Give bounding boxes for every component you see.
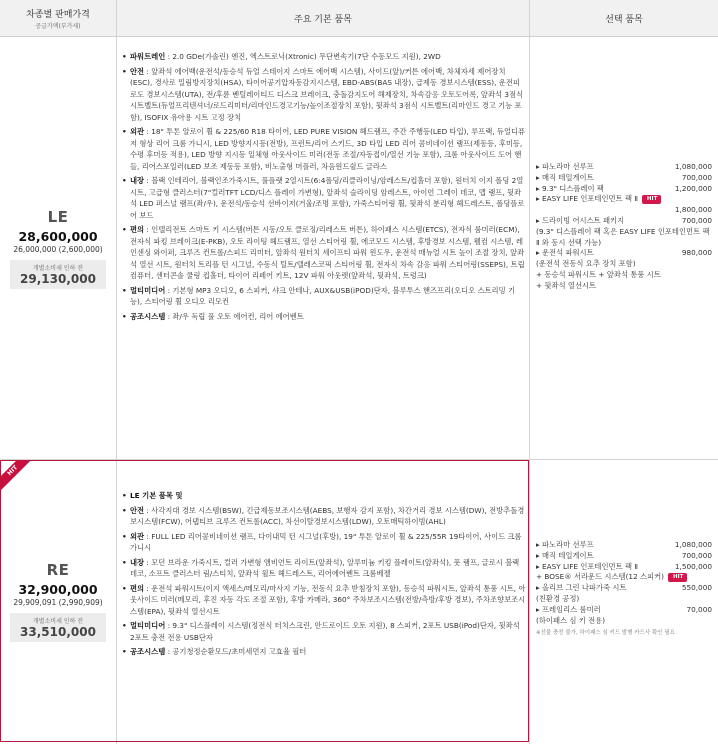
- option-name: (9.3" 디스플레이 팩 혹은 EASY LIFE 인포테인먼트 팩 Ⅱ 와 동시 선택 가능): [536, 226, 710, 247]
- option-price: 700,000: [681, 550, 712, 560]
- option-item: [536, 205, 712, 216]
- feature-text: : 인텔리전트 스마트 키 시스템(버튼 시동/오토 클로징/리레스트 버튼), 하이패스 시스템(ETCS), 전자식 룸미러(ECM), 전자식 파킹 브레이크(E-PKB), 오토 라이팅 헤드램프, 열선 스티어링 휠, 에코모드 시스템, 후방경보 시스템, 웰컴 시스템, 레인센싱 와이퍼, 크루즈 컨트롤/스피드 리미터, 앞좌석 원터치 세이프티 파워 윈도우, 운전석 매뉴얼 시트 높이 조절 장치, 앞좌석 열선 시트, 원터치 트리플 턴 시그널, 수동식 틸트/텔레스코픽 스티어링 휠, 전자식 차속 감응 파워 스티어링(SSEPS), 트립 컴퓨터, 센터콘솔 쿨링 컵홀더, 타이어 리페어 키트, 12V 파워 아웃렛(앞좌석, 뒷좌석, 트렁크): [130, 225, 525, 280]
- trim-price: 28,600,000: [18, 228, 98, 244]
- option-note: ※선불 충전 불가, 하이패스 심 키드 발행 카드사 확인 필요: [536, 630, 675, 637]
- option-price: 1,800,000: [674, 205, 712, 215]
- feature-item: [122, 505, 526, 528]
- feature-category: 공조시스템: [130, 647, 166, 656]
- hit-badge: HIT: [668, 573, 687, 582]
- feature-text: : 운전석 파워시트(이지 액세스/메모리/마사지 기능, 전동식 요추 받침장치 포함), 동승석 파워시트, 앞좌석 통풍 시트, 아웃사이드 미러(메모리, 후진 자동 각도 조절 포함), 후방 카메라, 360° 주차보조시스템(전방/측방/후방 경보), 주차조향보조시스템(EPA), 뒷좌석 열선시트: [130, 583, 526, 616]
- option-item: [536, 184, 712, 195]
- option-name: + 뒷좌석 열선시트: [536, 280, 597, 290]
- option-item: [536, 540, 712, 551]
- header-basic-title: 주요 기본 품목: [294, 14, 352, 25]
- feature-item: [122, 646, 526, 658]
- option-name: (하이패스 심 키 전용): [536, 615, 606, 625]
- option-name: + BOSE® 서라운드 시스템(12 스피커) HIT: [536, 572, 712, 583]
- header-option-title: 선택 품목: [605, 14, 643, 25]
- feature-item: [122, 175, 526, 221]
- option-name: + 동승석 파워시트 + 앞좌석 통풍 시트: [536, 269, 661, 279]
- option-name: ▸ 매직 테일게이트: [536, 172, 594, 182]
- feature-item: [122, 224, 526, 282]
- feature-category: 안전: [130, 505, 145, 515]
- option-price: 700,000: [681, 172, 712, 182]
- option-name: (운전석 전동식 요추 장치 포함): [536, 259, 636, 269]
- consumer-tax-price: 33,510,000: [20, 625, 96, 639]
- header-price-sub: 공급가액(부가세): [35, 22, 81, 30]
- divider: [529, 0, 530, 744]
- option-item: [536, 173, 712, 184]
- option-name: ▸ 파노라마 선루프: [536, 540, 594, 549]
- option-name: ▸ 파노라마 선루프: [536, 162, 594, 171]
- option-price: 700,000: [681, 215, 712, 225]
- feature-item: [122, 583, 526, 618]
- option-item: [536, 562, 712, 573]
- feature-text: : 블랙 인테리어, 블랙인조가죽시트, 풀플랫 2열시트(6:4폴딩/리클라이닝/암레스트/컵홀더 포함), 원터치 이지 폴딩 2열 시트, 고급형 클러스터(7"컬러TFT LCD/디스 플레이 가변형), 앞좌석 슬라이딩 암레스트, 아이언 그레이 데코, 맵 램프, 뒷좌석 LED 퍼스널 램프(좌/우), 운전석/동승석 선바이저(거울/조명 포함), 가죽스티어링 휠, 뒷좌석 분리형 헤드레스트, 폴딩플로어 보드: [130, 176, 525, 220]
- hit-ribbon-label: HIT: [0, 460, 30, 490]
- re-basic-features: [122, 490, 526, 661]
- feature-item: [122, 126, 526, 172]
- trim-supply-price: 26,000,000 (2,600,000): [13, 244, 103, 254]
- header-price-title: 차종별 판매가격: [26, 9, 90, 20]
- feature-text: : FULL LED 리어콤비네이션 램프, 다이내믹 턴 시그널(후방), 19" 투톤 알로이 휠 & 225/55R 19타이어, 사이드 크롬 가니시: [130, 531, 522, 552]
- option-price: 70,000: [686, 604, 712, 614]
- option-price: 1,080,000: [674, 162, 712, 171]
- re-price-cell: [0, 461, 116, 742]
- feature-item: [122, 490, 526, 502]
- trim-name: RE: [46, 561, 70, 579]
- consumer-tax-price: 29,130,000: [20, 271, 96, 286]
- option-item: [536, 572, 712, 583]
- option-name: (친환경 공정): [536, 593, 580, 603]
- option-item: [536, 583, 712, 594]
- feature-item: [122, 51, 526, 63]
- feature-item: [122, 531, 526, 554]
- feature-category: 외관: [130, 127, 145, 136]
- option-name: ▸ 드라이빙 어시스트 패키지: [536, 215, 625, 225]
- feature-text: : 기본형 MP3 오디오, 6 스피커, 샤크 안테나, AUX&USB(iPOD)단자, 블루투스 핸즈프리(오디오 스트리밍 기능), 스티어링 휠 오디오 리모컨: [130, 285, 516, 306]
- option-price: 550,000: [681, 583, 712, 593]
- option-name: ▸ 운전석 파워시트: [536, 248, 594, 258]
- hit-badge: HIT: [642, 195, 661, 204]
- feature-item: [122, 285, 526, 308]
- option-item: [536, 227, 712, 249]
- feature-category: 멀티미디어: [130, 285, 166, 295]
- feature-item: [122, 620, 526, 643]
- option-item: [536, 194, 712, 205]
- option-item: [536, 270, 712, 281]
- option-name: ▸ 매직 테일게이트: [536, 550, 594, 560]
- option-name: ▸ 올리브 그린 나파가죽 시트: [536, 583, 627, 593]
- trim-price: 32,900,000: [18, 582, 98, 597]
- option-price: 1,200,000: [674, 183, 712, 193]
- option-item: [536, 594, 712, 605]
- feature-item: [122, 66, 526, 124]
- feature-category: 공조시스템: [130, 311, 166, 321]
- feature-category: 내장: [130, 176, 145, 185]
- feature-text: : 2.0 GDe(가솔린) 엔진, 엑스트로닉(Xtronic) 무단변속기(7단 수동모드 지원), 2WD: [165, 52, 441, 61]
- feature-category: 편의: [130, 583, 145, 593]
- option-item: [536, 259, 712, 270]
- feature-category: 파워트레인: [130, 52, 166, 61]
- feature-category: 편의: [130, 225, 145, 234]
- option-name: ▸ EASY LIFE 인포테인먼트 팩 Ⅱ HIT: [536, 194, 712, 205]
- feature-item: [122, 557, 526, 580]
- le-basic-features: [122, 51, 526, 325]
- feature-text: : 앞좌석 에어백(운전석/동승석 듀얼 스테이지 스마트 에어백 시스템), 사이드(앞)/커튼 에어백, 차체자세 제어장치(ESC), 경사로 밀림방지장치(HSA), 타이어공기압자동감지시스템, EBD-ABS(BAS 내장), 급제동 경보시스템(ESS), 운전피로도 경보시스템(UTA), 전/후륜 벤틸레이티드 디스크 브레이크, 충돌감지도어 해제장치, 차속감응 오토도어록, 앞좌석 3점식 시트벨트(듀얼프리텐셔너/로드리미터/리마인드경고기능/높이조절장치 포함), 뒷좌석 3점식 시트벨트(리마인드 경고 기능 포함), ISOFIX 유아용 시트 고정 장치: [130, 66, 524, 122]
- header-basic: [117, 0, 529, 37]
- consumer-tax-label: 개별소비세 인하 전: [32, 618, 84, 625]
- consumer-tax-label: 개별소비세 인하 전: [32, 264, 84, 272]
- header-price: [0, 0, 116, 37]
- feature-text: : 18" 투톤 알로이 휠 & 225/60 R18 타이어, LED PURE VISION 헤드램프, 주간 주행등(LED 타입), 루프랙, 듀얼디퓨저 형상 리어 크롬 가니시, LED 방향지시등(전방), 프런트/리어 스키드, 3D 타입 LED 리어 콤비네이션 램프(제동등, 후미등, 수평 후미등 적용), LED 방향 지시등 일체형 아웃사이드 미러(전동 조절/자동접이/열선 기능 포함), 크롬 아웃사이드 도어 핸들, 리어스포일러(LED 보조 제동등 포함), 비노출형 머플러, 차음윈드쉴드 글라스: [130, 127, 526, 171]
- feature-category: 내장: [130, 557, 145, 567]
- option-price: 1,500,000: [674, 561, 712, 571]
- feature-item: [122, 311, 526, 323]
- feature-category: 멀티미디어: [130, 621, 166, 630]
- option-item: [536, 162, 712, 173]
- feature-category: 안전: [130, 66, 145, 76]
- feature-text: : 9.3" 디스플레이 시스템(정전식 터치스크린, 안드로이드 오토 지원), 8 스피커, 2포트 USB(iPod)단자, 뒷좌석 2포트 충전 전용 USB단자: [130, 621, 520, 642]
- option-name: ▸ 프레임리스 룸미러: [536, 604, 601, 614]
- option-name: ▸ EASY LIFE 인포테인먼트 팩 Ⅱ: [536, 561, 638, 571]
- feature-text: : 사각지대 경보 시스템(BSW), 긴급제동보조시스템(AEBS, 보행자 감지 포함), 차간거리 경보 시스템(DW), 전방추돌경보시스템(FCW), 어댑티브 크루즈 컨트롤(ACC), 차선이탈경보시스템(LDW), 오토매틱하이빔(AHL): [130, 505, 525, 526]
- trim-supply-price: 29,909,091 (2,990,909): [13, 598, 103, 607]
- feature-category: LE 기본 품목 및: [130, 491, 183, 500]
- option-item: [536, 605, 712, 616]
- le-options: [536, 162, 712, 292]
- option-item: [536, 216, 712, 227]
- option-item: [536, 616, 712, 627]
- re-options: [536, 540, 712, 639]
- feature-text: : 공기청정순환모드/초미세먼지 고효율 필터: [165, 647, 307, 656]
- feature-text: : 모던 브라운 가죽시트, 컬러 가변형 앰비언트 라이트(앞좌석), 알루미늄 키킹 플레이트(앞좌석), 풋 램프, 글로시 블랙 데코, 소프트 클러스터 림/스티치, 앞좌석 윌트 헤드레스트, 리어에어벤트 크롬베젤: [130, 557, 520, 578]
- header-option: [530, 0, 718, 37]
- le-price-cell: [0, 37, 116, 459]
- consumer-tax-box: [10, 613, 106, 642]
- feature-text: : 좌/우 독립 풀 오토 에어컨, 리어 에어벤트: [165, 311, 304, 321]
- option-item: [536, 551, 712, 562]
- option-item: [536, 248, 712, 259]
- trim-name: LE: [47, 207, 69, 226]
- consumer-tax-box: [10, 260, 106, 289]
- feature-category: 외관: [130, 531, 145, 541]
- option-name: ▸ 9.3" 디스플레이 팩: [536, 183, 604, 193]
- option-item: [536, 281, 712, 292]
- option-price: 980,000: [681, 248, 712, 258]
- option-price: 1,080,000: [674, 540, 712, 549]
